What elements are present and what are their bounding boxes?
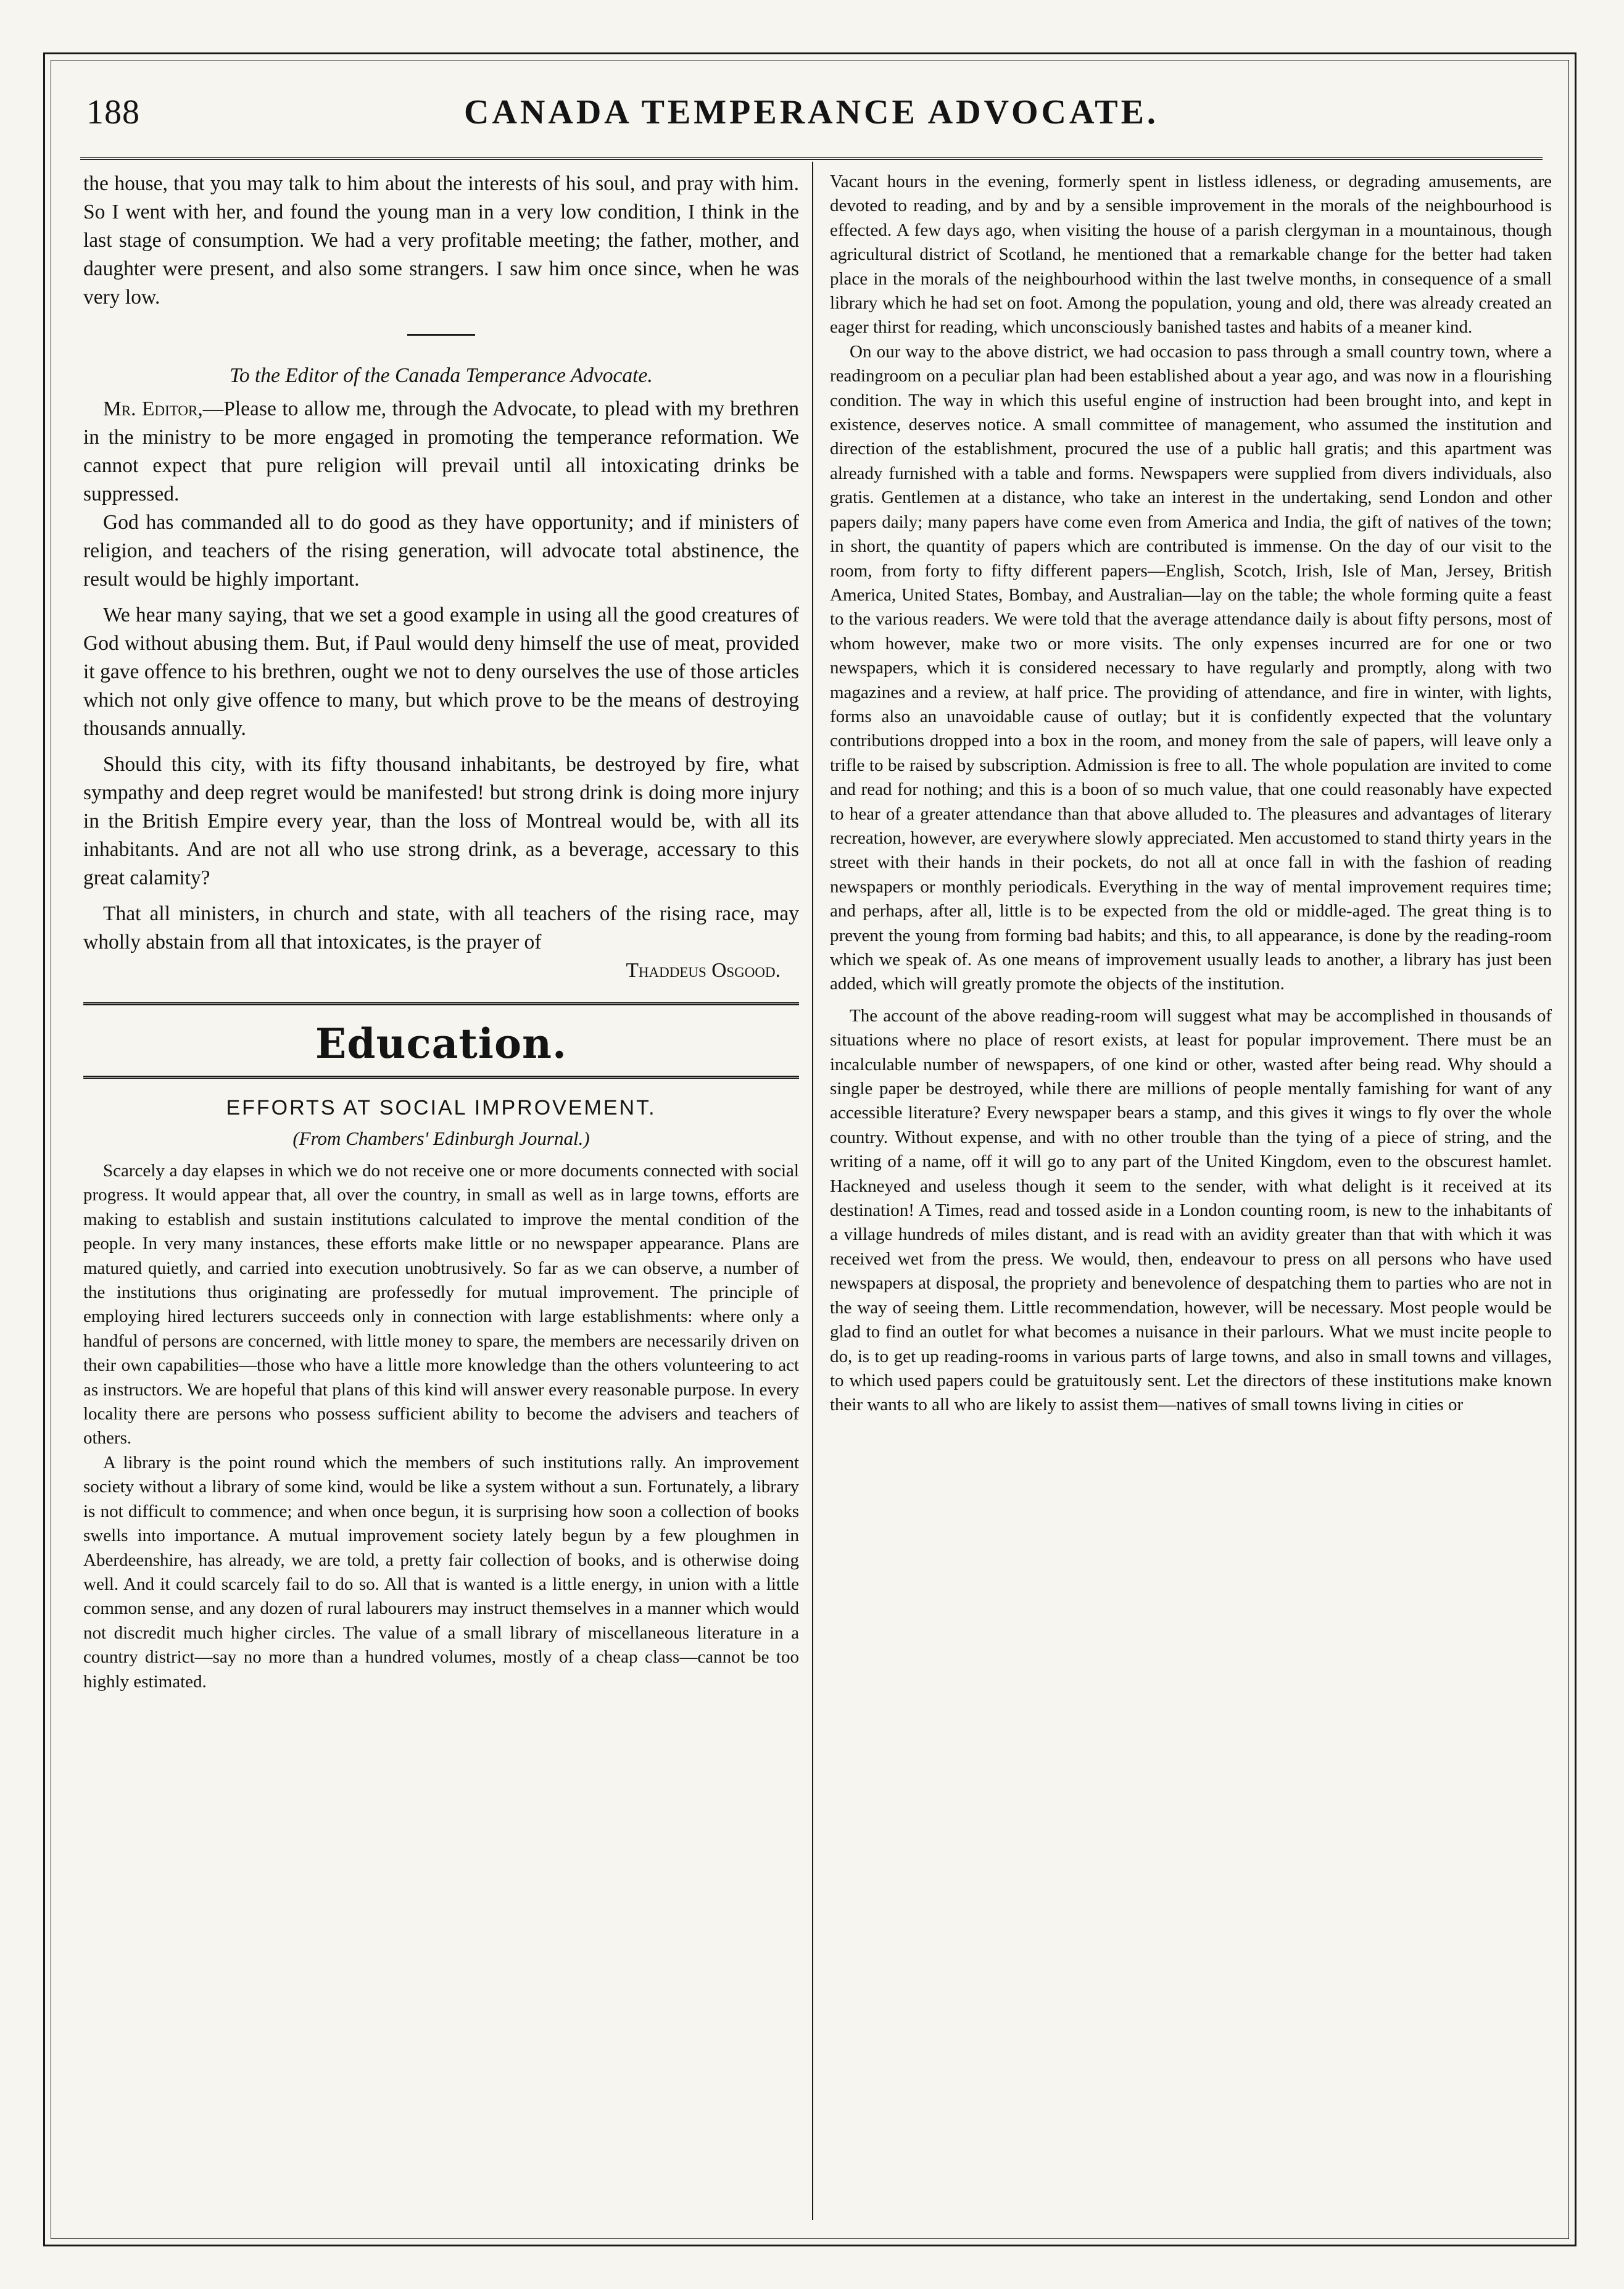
letter-paragraph-1-text: —Please to allow me, through the Advocate, to plead with my brethren in the ministry to be more engaged in promoting the temperance reformation. We cannot expect that pure religion will prevail until all intoxicating drinks be suppressed. [83,397,799,505]
left-column [83,170,799,2219]
journal-title: CANADA TEMPERANCE ADVOCATE. [464,93,1159,131]
letter-signature: Thaddeus Osgood. [626,959,781,982]
letter-salutation: Mr. Editor, [103,397,203,420]
header-rule [80,157,1543,160]
section-rule-bottom [83,1076,799,1079]
letter-continuation: the house, that you may talk to him about the interests of his soul, and pray with him. So I went with her, and found the young man in a very low condition, I think in the last stage of consumption. We had a very profitable meeting; the father, mother, and daughter were present, and also some strangers. I saw him once since, when he was very low. [83,172,799,309]
letter-paragraph-3: We hear many saying, that we set a good example in using all the good creatures of God without abusing them. But, if Paul would deny himself the use of meat, provided it gave offence to his brethren, ought we not to deny ourselves the use of those articles which not only give offence to many, but which prove to be the means of destroying thousands annually. [83,604,799,740]
page-header [80,93,1543,142]
article-paragraph-1: Scarcely a day elapses in which we do not receive one or more documents connected with social progress. It would appear that, all over the country, in small as well as in large towns, efforts are making to establish and sustain institutions calculated to improve the mental condition of the people. In very many instances, these efforts make little or no newspaper appearance. Plans are matured quietly, and carried into execution unobtrusively. So far as we can observe, a number of the institutions thus originating are professedly for mutual improvement. The principle of employing hired lecturers succeeds only in connection with large establishments: where only a handful of persons are concerned, with little money to spare, the members are necessarily driven on their own capabilities—those who have a little more knowledge than the others volunteering to act as instructors. We are hopeful that plans of this kind will answer every reasonable purpose. In every locality there are persons who possess sufficient ability to become the advisers and teachers of others. [83,1161,799,1448]
article-paragraph-5: The account of the above reading-room will suggest what may be accomplished in thousands of situations where no place of resort exists, at least for popular improvement. There must be an incalculable number of newspapers, of one kind or other, wasted after being read. Why should a single paper be destroyed, while there are millions of people mentally famishing for want of any accessible literature? Every newspaper bears a stamp, and this gives it wings to fly over the whole country. Without expense, and with no other trouble than the tying of a piece of string, and the writing of a name, off it will go to any part of the United Kingdom, even to the obscurest hamlet. Hackneyed and useless though it seem to the sender, with what delight is it received at its destination! A Times, read and tossed aside in a London counting room, is new to the inhabitants of a village hundreds of miles distant, and is read with an avidity greater than that with which it was received wet from the press. We would, then, endeavour to press on all persons who have used newspapers at disposal, the propriety and benevolence of despatching them to parties who are not in the way of seeing them. Little recommendation, however, will be necessary. Most people would be glad to find an outlet for what becomes a nuisance in their parlours. What we must incite people to do, is to get up reading-rooms in various parts of large towns, and also in small towns and villages, to which used papers could be gratuitously sent. Let the directors of these institutions make known their wants to all who are likely to assist them—natives of small towns living in cities or [830,1005,1552,1415]
section-title: Education. [315,1020,567,1068]
article-title: EFFORTS AT SOCIAL IMPROVEMENT. [226,1096,657,1120]
letter-paragraph-5: That all ministers, in church and state, with all teachers of the rising race, may wholly abstain from all that intoxicates, is the prayer of [83,902,799,953]
letter-paragraph-1 [83,395,799,509]
letter-paragraph-4: Should this city, with its fifty thousand inhabitants, be destroyed by fire, what sympathy and deep regret would be manifested! but strong drink is doing more injury in the British Empire every year, than the loss of Montreal would be, with all its inhabitants. And are not all who use strong drink, as a beverage, accessary to this great calamity? [83,753,799,889]
page-number: 188 [86,93,140,131]
column-divider [812,162,813,2220]
separator-rule [407,334,475,336]
article-paragraph-3: Vacant hours in the evening, formerly spent in listless idleness, or degrading amusements, are devoted to reading, and by and by a sensible improvement in the morals of the neighbourhood is effected. A few days ago, when visiting the house of a parish clergyman in a mountainous, though agricultural district of Scotland, he mentioned that a remarkable change for the better had taken place in the morals of the neighbourhood within the last twelve months, in consequence of a small library which he had set on foot. Among the population, young and old, there was already created an eager thirst for reading, which unconsciously banished tastes and habits of a meaner kind. [830,172,1552,338]
right-column [830,170,1552,2219]
article-paragraph-2: A library is the point round which the members of such institutions rally. An improvement society without a library of some kind, would be like a system without a sun. Fortunately, a library is not difficult to commence; and when once begun, it is surprising how soon a collection of books swells into importance. A mutual improvement society lately begun by a few ploughmen in Aberdeenshire, has already, we are told, a pretty fair collection of books, and is otherwise doing well. And it could scarcely fail to do so. All that is wanted is a little energy, in union with a little common sense, and any dozen of rural labourers may instruct themselves in a manner which would not discredit much higher circles. The value of a small library of miscellaneous literature in a country district—say no more than a hundred volumes, mostly of a cheap class—cannot be too highly estimated. [83,1452,799,1692]
letter-paragraph-2: God has commanded all to do good as they have opportunity; and if ministers of religion, and teachers of the rising generation, will advocate total abstinence, the result would be highly important. [83,511,799,591]
letter-signature-line [83,957,799,985]
article-paragraph-4: On our way to the above district, we had occasion to pass through a small country town, where a readingroom on a peculiar plan had been established about a year ago, and was now in a flourishing condition. The way in which this useful engine of instruction had been brought into, and kept in existence, deserves notice. A small committee of management, who assumed the institution and direction of the establishment, procured the use of a public hall gratis; and this apartment was already furnished with a table and forms. Newspapers were supplied from divers individuals, also gratis. Gentlemen at a distance, who take an interest in the undertaking, send London and other papers daily; many papers have come even from America and India, the gift of natives of the town; in short, the quantity of papers which are contributed is immense. On the day of our visit to the room, from forty to fifty different papers—English, Scotch, Irish, Isle of Man, Jersey, British America, United States, Bombay, and Australian—lay on the table; the whole forming quite a feast to the various readers. We were told that the average attendance daily is about fifty persons, most of whom however, make two or more visits. The only expenses incurred are for one or two newspapers, which it is considered necessary to have regularly and promptly, along with two magazines and a review, at half price. The providing of attendance, and fire in winter, with lights, forms also an unavoidable cause of outlay; but it is confidently expected that the voluntary contributions dropped into a box in the room, and money from the sale of papers, will leave only a trifle to be raised by subscription. Admission is free to all. The whole population are invited to come and read for nothing; and this is a boon of so much value, that one could reasonably have expected to hear of a greater attendance than that above alluded to. The pleasures and advantages of literary recreation, however, are everywhere slowly appreciated. Men accustomed to stand thirty years in the street with their hands in their pockets, do not all at once fall in with the fashion of reading newspapers or monthly periodicals. Everything in the way of mental improvement requires time; and perhaps, after all, little is to be expected from the old or middle-aged. The great thing is to prevent the young from forming bad habits; and this, to all appearance, is done by the reading-room which we speak of. As one means of improvement usually leads to another, a library has just been added, which will greatly promote the objects of the institution. [830,341,1552,994]
section-rule-top [83,1002,799,1005]
article-source: (From Chambers' Edinburgh Journal.) [292,1128,590,1149]
letter-heading: To the Editor of the Canada Temperance Advocate. [230,364,653,387]
